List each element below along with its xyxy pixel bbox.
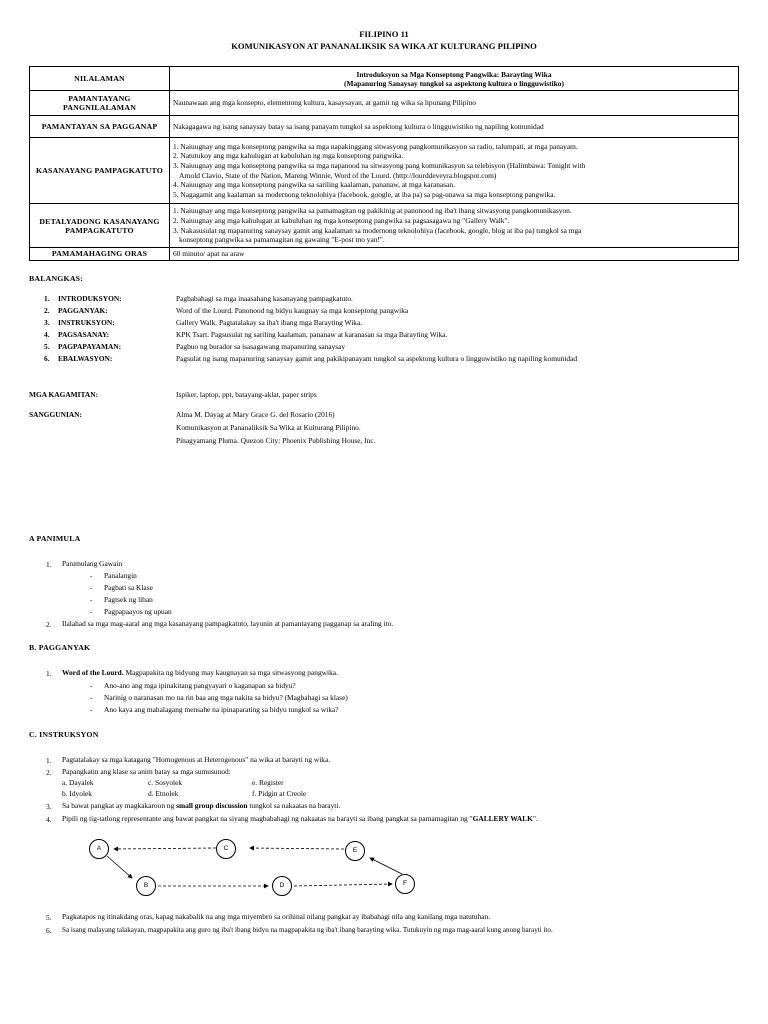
diagram-node-e: E xyxy=(345,841,365,861)
gallery-walk-diagram xyxy=(80,832,440,902)
diagram-node-d: D xyxy=(272,876,292,896)
text-part: ". xyxy=(532,814,538,823)
list-item: - xyxy=(90,583,93,592)
list-number: 5. xyxy=(46,913,52,922)
list-text: Gallery Walk. Pagtatalakay sa iba't ibang mga Barayting Wika. xyxy=(176,318,363,327)
text-part-bold: GALLERY WALK xyxy=(472,814,533,823)
list-item: Pagkatapos ng itinakdang oras, kapag nakabalik na ang mga miyembro sa orihinal nilang pangkat ay ibabahagi nila ang kanilang mga natutuhan. xyxy=(62,912,491,921)
list-item: Ilalahad sa mga mag-aaral ang mga kasanayang pampagkatuto, layunin at pamantayang pagganap sa araling ito. xyxy=(62,619,394,628)
list-item xyxy=(62,801,340,811)
document-title: FILIPINO 11 xyxy=(359,29,409,39)
table-row xyxy=(30,138,739,204)
list-label: PAGPAPAYAMAN: xyxy=(58,342,122,351)
row-label: DETALYADONG KASANAYANG PAMPAGKATUTO xyxy=(30,204,170,248)
list-item: 1. Naiuugnay ang mga konseptong pangwika sa pamamagitan ng pakikinig at panonood ng iba't ibang sitwasyong pangkomunikasyon. xyxy=(173,206,572,216)
list-item: Panimulang Gawain xyxy=(62,559,123,568)
table-row xyxy=(30,248,739,261)
arrow xyxy=(370,858,402,874)
list-number: 5. xyxy=(44,342,50,351)
list-number: 1. xyxy=(46,560,52,569)
table-row xyxy=(30,91,739,116)
list-item: konseptong pangwika sa pamamagitan ng gawaing "E-post mo yan!". xyxy=(179,235,385,245)
video-title: Word of the Lourd. xyxy=(62,668,124,677)
list-item: - xyxy=(90,705,93,714)
table-row xyxy=(30,204,739,248)
list-item: - xyxy=(90,681,93,690)
sanggunian-line: Komunikasyon at Pananaliksik Sa Wika at Kulturang Pilipino. xyxy=(176,423,361,432)
list-item: - xyxy=(90,693,93,702)
pagganyak-heading: B. PAGGANYAK xyxy=(29,643,91,652)
list-number: 6. xyxy=(46,926,52,935)
list-label: PAGSASANAY: xyxy=(58,330,110,339)
list-label: INTRODUKSYON: xyxy=(58,294,122,303)
variety-item: f. Pidgin at Creole xyxy=(252,789,307,798)
list-item: 2. Natutukoy ang mga kahulugan at kabuluhan ng mga konseptong pangwika. xyxy=(173,151,404,161)
lesson-title: Introduksyon sa Mga Konseptong Pangwika: Barayting Wika xyxy=(356,69,552,79)
row-label: PAMAMAHAGING ORAS xyxy=(30,248,170,261)
list-text: Pagsulat ng isang mapanuring sanaysay gamit ang pakikipanayam tungkol sa aspektong kultura o lingguwistiko ng napiling komunidad xyxy=(176,354,578,363)
list-number: 1. xyxy=(46,756,52,765)
list-item: 5. Nagagamit ang kaalaman sa modernong teknolohiya (facebook, google, at iba pa) sa pag-unawa sa mga konseptong pangwika. xyxy=(173,189,556,199)
row-content xyxy=(170,67,739,91)
variety-item: d. Etnolek xyxy=(148,789,179,798)
list-number: 6. xyxy=(44,354,50,363)
text-part-bold: small group discussion xyxy=(176,801,248,810)
row-content: 60 minuto/ apat na araw xyxy=(170,248,739,261)
list-item: 3. Naiuugnay ang mga konseptong pangwika sa mga napanood na sitwasyong pang komunikasyon sa telebisyon (Halimbawa: Tonight with xyxy=(173,160,586,170)
list-item: - xyxy=(90,595,93,604)
list-text: Word of the Lourd. Panonood ng bidyu kaugnay sa mga konseptong pangwika xyxy=(176,306,409,315)
list-item: Arnold Clavio, State of the Nation, Mareng Winnie, Word of the Lourd. (http://lourddeveyra.blogspot.com) xyxy=(179,170,497,180)
arrow xyxy=(294,884,392,886)
list-label: PAGGANYAK: xyxy=(58,306,108,315)
table-row xyxy=(30,67,739,91)
list-number: 2. xyxy=(44,306,50,315)
variety-item: e. Register xyxy=(252,778,284,787)
diagram-node-c: C xyxy=(216,839,236,859)
list-number: 2. xyxy=(46,620,52,629)
instruksyon-heading: C. INSTRUKSYON xyxy=(29,730,99,739)
list-item: Panalangin xyxy=(104,571,137,580)
list-item: Pagpapaayos ng upuan xyxy=(104,607,172,616)
list-number: 1. xyxy=(44,294,50,303)
list-label: INSTRUKSYON: xyxy=(58,318,115,327)
sanggunian-line: Pinagyamang Pluma. Quezon City: Phoenix Publishing House, Inc. xyxy=(176,436,376,445)
lesson-subtitle: (Mapanuring Sanaysay tungkol sa aspektong kultura o lingguwistiko) xyxy=(344,78,564,88)
diagram-node-a: A xyxy=(89,839,109,859)
document-subtitle: KOMUNIKASYON AT PANANALIKSIK SA WIKA AT KULTURANG PILIPINO xyxy=(231,41,537,51)
variety-item: b. Idyolek xyxy=(62,789,92,798)
text-part: Pipili ng tig-tatlong representante ang bawat pangkat na siyang magbabahagi ng nakaatas na barayti sa ibang pangkat sa pamamagitan ng " xyxy=(62,814,473,823)
text-part: tungkol sa nakaatas na barayti. xyxy=(249,801,341,810)
row-content: Naunawaan ang mga konsepto, elementong kultura, kasaysayan, at gamit ng wika sa lipunang Pilipino xyxy=(170,91,739,116)
diagram-node-b: B xyxy=(136,876,156,896)
list-number: 3. xyxy=(44,318,50,327)
panimula-heading: A PANIMULA xyxy=(29,534,81,543)
list-text: Pagbabahagi sa mga inaasahang kasanayang pampagkatuto. xyxy=(176,294,353,303)
row-label: PAMANTAYANG PANGNILALAMAN xyxy=(30,91,170,116)
kagamitan-text: Ispiker, laptop, ppt, batayang-aklat, paper strips xyxy=(176,390,317,399)
list-item: Pagtatalakay sa mga katagang "Homogenous at Heterogenous" na wika at barayti ng wika. xyxy=(62,755,331,764)
video-description: Magpapakita ng bidyung may kaugnayan sa mga sitwasyong pangwika. xyxy=(125,668,338,677)
row-label: NILALAMAN xyxy=(30,67,170,91)
list-item: - xyxy=(90,607,93,616)
variety-item: a. Dayalek xyxy=(62,778,94,787)
list-number: 1. xyxy=(46,669,52,678)
list-text: Pagbuo ng burador sa isasagawang mapanuring sanaysay xyxy=(176,342,346,351)
lesson-plan-table xyxy=(29,66,739,261)
list-number: 4. xyxy=(46,815,52,824)
row-content xyxy=(170,204,739,248)
list-number: 2. xyxy=(46,768,52,777)
sanggunian-line: Alma M. Dayag at Mary Grace G. del Rosario (2016) xyxy=(176,410,335,419)
list-item xyxy=(62,668,338,678)
table-row xyxy=(30,116,739,138)
list-item: Sa isang malayang talakayan, magpapakita ang guro ng iba't ibang bidyu na magpapakita ng iba't ibang barayting wika. Tutukuyin ng mga mag-aaral kung anong barayti ito. xyxy=(62,926,553,934)
question-item: Ano kaya ang mahalagang mensahe na ipinaparating sa bidyu tungkol sa wika? xyxy=(104,705,339,714)
row-content: Nakagagawa ng isang sanaysay batay sa isang panayam tungkol sa aspektong kultura o lingguwistiko ng napiling komunidad xyxy=(170,116,739,138)
list-item: Pagbati sa Klase xyxy=(104,583,153,592)
list-item: Papangkatin ang klase sa anim batay sa mga sumusunod: xyxy=(62,767,231,776)
list-item: 4. Naiuugnay ang mga konseptong pangwika sa sariling kaalaman, pananaw, at mga karanasan. xyxy=(173,180,455,190)
row-label: PAMANTAYAN SA PAGGANAP xyxy=(30,116,170,138)
list-item: - xyxy=(90,571,93,580)
list-item xyxy=(62,814,538,824)
question-item: Ano-ano ang mga ipinakitang pangyayari o kaganapan sa bidyu? xyxy=(104,681,296,690)
list-item: 3. Nakasusulat ng mapanuring sanaysay gamit ang kaalaman sa modernong teknolohiya (facebook, google, blog at iba pa) tungkol sa mga xyxy=(173,225,582,235)
sanggunian-label: SANGGUNIAN: xyxy=(29,410,82,419)
list-text: KPK Tsart. Pagsusulat ng sariling kaalaman, pananaw at karanasan sa mga Barayting Wika. xyxy=(176,330,448,339)
diagram-node-f: F xyxy=(395,874,415,894)
balangkas-heading: BALANGKAS: xyxy=(29,274,83,283)
list-label: EBALWASYON: xyxy=(58,354,113,363)
list-number: 4. xyxy=(44,330,50,339)
arrow xyxy=(107,856,132,878)
arrow xyxy=(250,848,344,849)
list-item: Pagtsek ng liban xyxy=(104,595,153,604)
arrow xyxy=(114,848,216,849)
list-number: 3. xyxy=(46,802,52,811)
list-item: 2. Naiuugnay ang mga kahulugan at kabuluhan ng mga konseptong pangwika sa pagsasagawa ng "Gallery Walk". xyxy=(173,215,510,225)
text-part: Sa bawat pangkat ay magkakaroon ng xyxy=(62,801,175,810)
kagamitan-label: MGA KAGAMITAN: xyxy=(29,390,99,399)
list-item: 1. Naiuugnay ang mga konseptong pangwika sa mga napakinggang sitwasyong pangkomunikasyon sa radio, talumpati, at mga panayam. xyxy=(173,141,578,151)
variety-item: c. Sosyolek xyxy=(148,778,183,787)
question-item: Narinig o naranasan mo na rin baa ang mga nakita sa bidyu? (Magbahagi sa klase) xyxy=(104,693,348,702)
row-label: KASANAYANG PAMPAGKATUTO xyxy=(30,138,170,204)
row-content xyxy=(170,138,739,204)
